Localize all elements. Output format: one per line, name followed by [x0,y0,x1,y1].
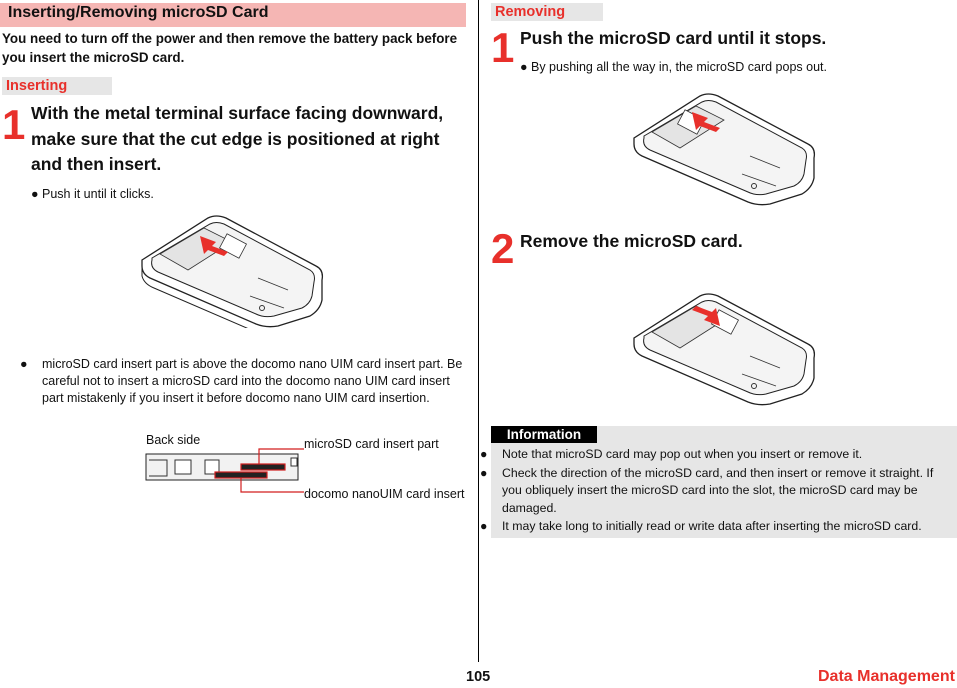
bullet-icon: ● [520,60,528,74]
bullet-icon: ● [480,465,488,480]
uim-slot-label: docomo nanoUIM card insert [304,487,465,501]
information-list [480,446,955,536]
inserting-step-bullet [31,186,154,203]
info-text: It may take long to initially read or write data after inserting the microSD card. [502,519,922,533]
insertion-caution-note [20,356,472,407]
page-title: Inserting/Removing microSD Card [8,4,269,21]
bullet-text: Push it until it clicks. [42,187,154,201]
removing-tag: Removing [491,3,603,21]
removing-step1-text: Push the microSD card until it stops. [520,28,827,48]
removing-step2-text: Remove the microSD card. [520,231,743,251]
intro-text: You need to turn off the power and then remove the battery pack before you insert the microSD card. [2,31,458,65]
list-item [480,465,955,518]
phone-back-illustration [138,208,328,328]
phone-back-illustration [630,286,820,406]
info-text: Check the direction of the microSD card, and then insert or remove it straight. If you obliquely insert the microSD card into the slot, the microSD card may be damaged. [502,465,934,515]
bullet-icon: ● [480,519,488,533]
inserting-tag: Inserting [2,77,112,95]
list-item [480,518,955,536]
slot-diagram [145,446,305,496]
phone-back-illustration [630,86,820,206]
bullet-icon: ● [31,187,39,201]
bullet-icon: ● [20,357,28,371]
removing-step1-number: 1 [491,24,515,71]
removing-step2-number: 2 [491,225,515,272]
note-text: microSD card insert part is above the docomo nano UIM card insert part. Be careful not to insert a microSD card into the docomo nano UIM card insert part mistakenly if you insert it before docomo nano UIM card insertion. [42,357,463,405]
information-tag: Information [491,426,597,443]
back-side-label: Back side [146,433,201,447]
info-text: Note that microSD card may pop out when you insert or remove it. [502,447,863,461]
bullet-text: By pushing all the way in, the microSD card pops out. [531,60,827,74]
page-number: 105 [466,669,491,685]
microsd-slot-label: microSD card insert part [304,437,439,451]
column-divider [478,0,479,662]
bullet-icon: ● [480,447,488,461]
section-name[interactable]: Data Management [818,668,955,685]
inserting-step-text: With the metal terminal surface facing downward, make sure that the cut edge is positioned at right and then insert. [31,103,444,174]
removing-step1-bullet [520,59,827,76]
inserting-step-number: 1 [2,101,26,148]
list-item [480,446,955,464]
